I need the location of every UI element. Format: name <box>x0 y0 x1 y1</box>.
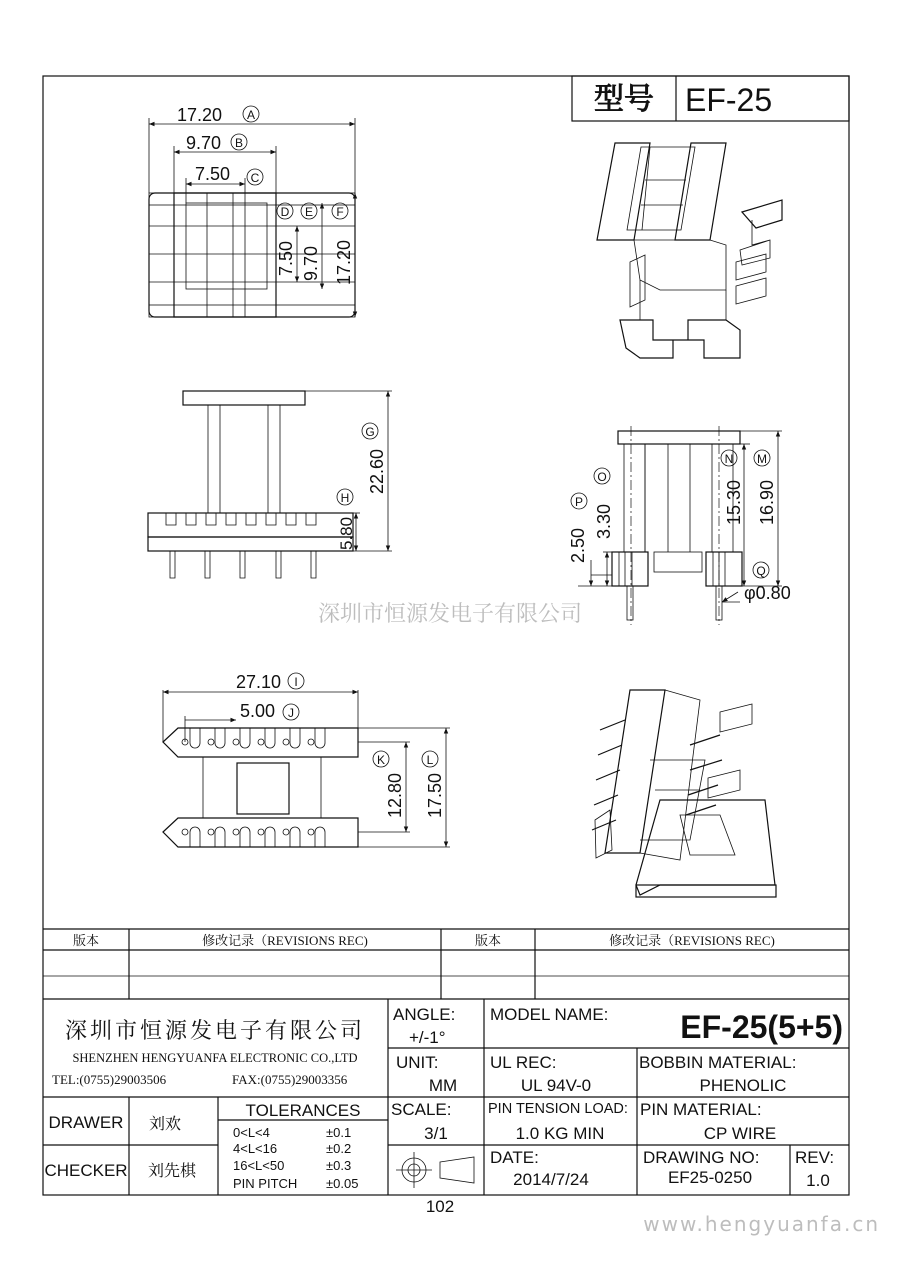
tolerance-range-3: 16<L<50 <box>233 1158 285 1173</box>
dim-h-value: 5.80 <box>337 516 356 550</box>
dim-e-value: 9.70 <box>301 245 321 281</box>
pin-material-value: CP WIRE <box>703 1124 777 1143</box>
dim-f-value: 17.20 <box>334 239 354 285</box>
drawer-value: 刘欢 <box>148 1116 182 1133</box>
rev-value: 1.0 <box>806 1171 830 1190</box>
date-label: DATE: <box>490 1148 539 1167</box>
rev-label: REV: <box>795 1148 835 1167</box>
pin-tension-label: PIN TENSION LOAD: <box>488 1101 628 1117</box>
date-value: 2014/7/24 <box>513 1170 589 1189</box>
model-name-label: MODEL NAME: <box>490 1005 609 1024</box>
dim-d-marker <box>277 203 293 219</box>
dim-q-marker <box>753 562 769 578</box>
dim-m-marker <box>754 450 770 466</box>
dim-a-value: 17.20 <box>177 105 223 125</box>
rev-col-version-2: 版本 <box>474 933 502 948</box>
svg-text:L: L <box>426 753 434 767</box>
dim-l-marker <box>422 751 438 767</box>
dim-d-value: 7.50 <box>276 240 296 276</box>
projection-symbol-icon <box>396 1152 474 1188</box>
bobbin-material-label: BOBBIN MATERIAL: <box>639 1053 797 1072</box>
dim-a-marker <box>243 106 259 122</box>
svg-text:Q: Q <box>756 564 766 578</box>
dim-b-marker <box>231 134 247 150</box>
svg-text:H: H <box>340 491 350 505</box>
dim-q-value: φ0.80 <box>744 583 791 603</box>
rev-col-record-2: 修改记录（REVISIONS REC) <box>609 933 775 948</box>
dim-h-marker <box>337 489 353 505</box>
tolerance-range-1: 0<L<4 <box>233 1125 270 1140</box>
dim-l-value: 17.50 <box>425 772 445 818</box>
model-header-value: EF-25 <box>685 82 773 118</box>
svg-text:P: P <box>574 495 584 509</box>
tolerance-value-3: ±0.3 <box>326 1158 352 1173</box>
company-fax: FAX:(0755)29003356 <box>232 1072 348 1087</box>
dim-c-marker <box>247 169 263 185</box>
rev-col-record-1: 修改记录（REVISIONS REC) <box>202 933 368 948</box>
ul-rec-value: UL 94V-0 <box>520 1076 592 1095</box>
company-name-en: SHENZHEN HENGYUANFA ELECTRONIC CO.,LTD <box>72 1051 358 1065</box>
pin-material-label: PIN MATERIAL: <box>640 1100 762 1119</box>
dim-j-marker <box>283 704 299 720</box>
bottom-view <box>163 690 450 847</box>
svg-text:C: C <box>250 171 260 185</box>
dim-p-value: 2.50 <box>568 527 588 563</box>
dim-p-marker <box>571 493 587 509</box>
drawing-no-value: EF25-0250 <box>667 1168 753 1187</box>
dim-c-value: 7.50 <box>195 164 231 184</box>
model-cn-label: 型号 <box>594 83 654 116</box>
company-tel: TEL:(0755)29003506 <box>52 1072 167 1087</box>
model-name-value: EF-25(5+5) <box>680 1009 843 1045</box>
dim-k-marker <box>373 751 389 767</box>
dim-g-marker <box>362 423 378 439</box>
tolerance-range-2: 4<L<16 <box>233 1141 278 1156</box>
company-name-cn: 深圳市恒源发电子有限公司 <box>64 1018 366 1043</box>
svg-text:O: O <box>597 470 607 484</box>
dim-o-marker <box>594 468 610 484</box>
drawing-no-label: DRAWING NO: <box>643 1148 760 1167</box>
tolerances-label: TOLERANCES <box>245 1101 361 1120</box>
dim-j-value: 5.00 <box>240 701 276 721</box>
tolerance-value-4: ±0.05 <box>326 1176 359 1191</box>
dim-o-value: 3.30 <box>594 503 614 539</box>
dim-f-marker <box>332 203 348 219</box>
unit-value: MM <box>428 1076 458 1095</box>
scale-label: SCALE: <box>391 1100 452 1119</box>
bobbin-material-value: PHENOLIC <box>699 1076 787 1095</box>
tolerance-value-1: ±0.1 <box>326 1125 352 1140</box>
svg-text:E: E <box>304 205 314 219</box>
dim-n-value: 15.30 <box>724 479 744 525</box>
svg-text:J: J <box>288 706 294 720</box>
unit-label: UNIT: <box>396 1053 439 1072</box>
checker-label: CHECKER <box>44 1161 128 1180</box>
model-header <box>572 76 849 121</box>
page-number: 102 <box>425 1197 455 1216</box>
watermark: 深圳市恒源发电子有限公司 <box>317 602 583 627</box>
isometric-view-top <box>597 143 782 358</box>
svg-text:K: K <box>376 753 386 767</box>
drawer-label: DRAWER <box>48 1113 124 1132</box>
dim-m-value: 16.90 <box>757 479 777 525</box>
angle-value: +/-1° <box>409 1028 446 1047</box>
tolerance-value-2: ±0.2 <box>326 1141 352 1156</box>
tolerance-range-4: PIN PITCH <box>233 1176 298 1191</box>
ul-rec-label: UL REC: <box>490 1053 557 1072</box>
svg-text:B: B <box>234 136 244 150</box>
dim-b-value: 9.70 <box>186 133 222 153</box>
svg-text:D: D <box>280 205 290 219</box>
svg-text:G: G <box>365 425 375 439</box>
svg-text:I: I <box>294 675 298 689</box>
rev-col-version-1: 版本 <box>72 933 100 948</box>
dim-n-marker <box>721 450 737 466</box>
website-watermark: www.hengyuanfa.cn <box>643 1212 880 1236</box>
angle-label: ANGLE: <box>393 1005 456 1024</box>
scale-value: 3/1 <box>424 1124 448 1143</box>
isometric-view-bottom <box>592 690 776 897</box>
top-view <box>149 118 355 317</box>
svg-text:N: N <box>724 452 734 466</box>
svg-text:F: F <box>336 205 344 219</box>
checker-value: 刘先棋 <box>147 1163 197 1180</box>
svg-text:M: M <box>757 452 767 466</box>
dim-i-value: 27.10 <box>236 672 282 692</box>
dim-e-marker <box>301 203 317 219</box>
pin-tension-value: 1.0 KG MIN <box>515 1124 605 1143</box>
dim-g-value: 22.60 <box>367 448 387 494</box>
dim-i-marker <box>288 673 304 689</box>
svg-text:A: A <box>246 108 256 122</box>
dim-k-value: 12.80 <box>385 772 405 818</box>
